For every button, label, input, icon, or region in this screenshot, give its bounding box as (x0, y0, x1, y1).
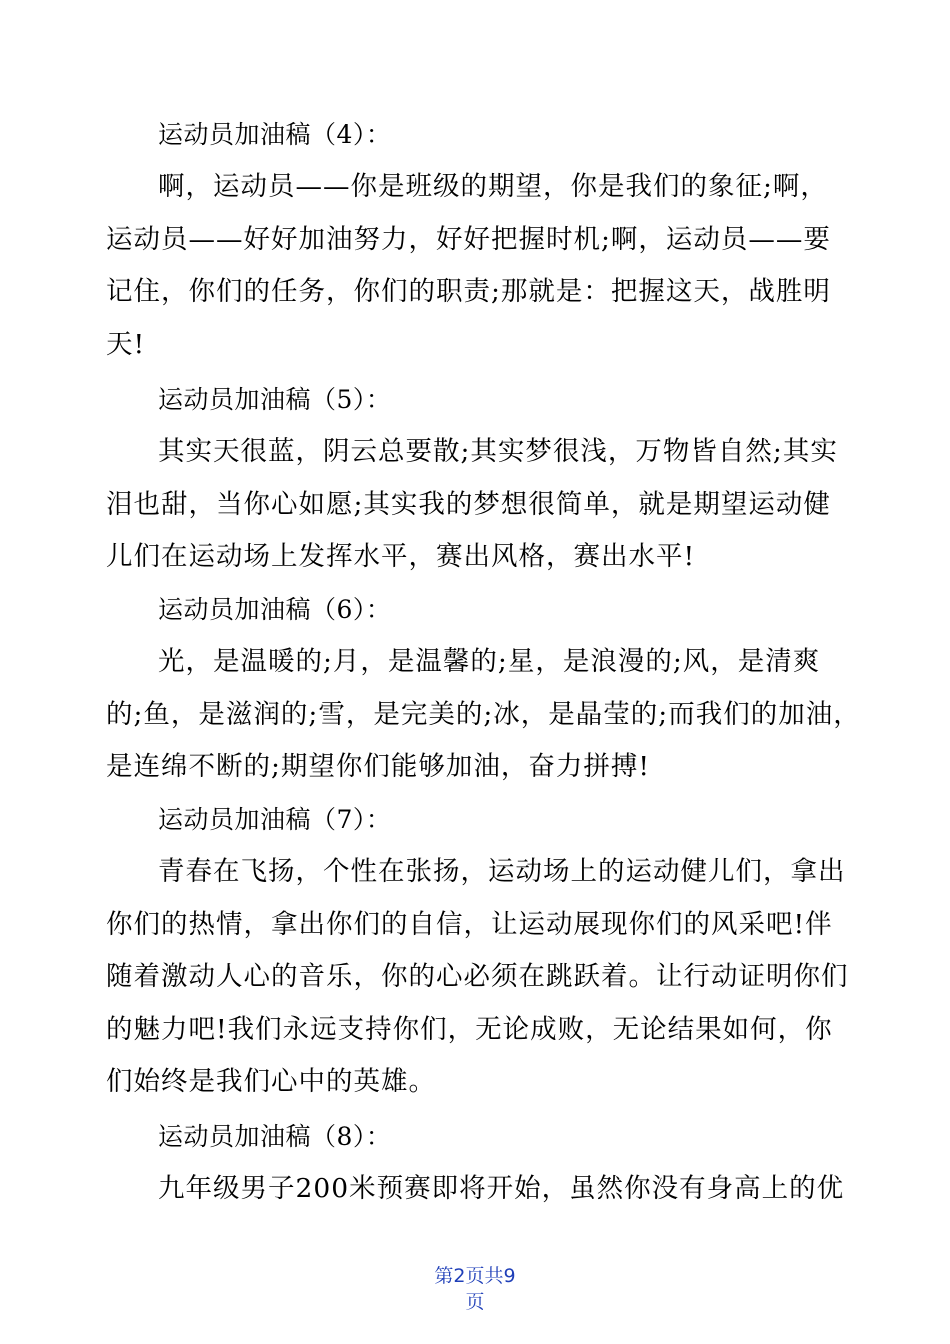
text-line: 随着激动人心的音乐，你的心必须在跳跃着。让行动证明你们 (106, 961, 849, 992)
text-line: 天! (106, 328, 146, 360)
text-line: 是连绵不断的;期望你们能够加油，奋力拼搏! (106, 751, 651, 782)
text-line: 泪也甜，当你心如愿;其实我的梦想很简单，就是期望运动健 (106, 488, 831, 520)
text-line: 你们的热情，拿出你们的自信，让运动展现你们的风采吧!伴 (106, 908, 833, 940)
section-body-4 (106, 161, 866, 371)
page-number-line-2: 页 (465, 1291, 485, 1313)
text-line: 九年级男子200米预赛即将开始，虽然你没有身高上的优 (158, 1173, 845, 1204)
text-line: 儿们在运动场上发挥水平，赛出风格，赛出水平! (106, 541, 696, 572)
text-line: 的;鱼，是滋润的;雪，是完美的;冰，是晶莹的;而我们的加油， (106, 698, 861, 730)
section-body-6 (106, 636, 866, 794)
section-body-5 (106, 426, 866, 584)
text-line: 们始终是我们心中的英雄。 (106, 1066, 436, 1097)
text-line: 啊，运动员——你是班级的期望，你是我们的象征;啊， (158, 171, 828, 202)
section-heading-6: 运动员加油稿（6）： (158, 595, 392, 624)
text-line: 的魅力吧!我们永远支持你们，无论成败，无论结果如何，你 (106, 1013, 833, 1045)
section-heading-7: 运动员加油稿（7）： (158, 805, 392, 834)
page-number-footer (0, 1263, 950, 1315)
text-line: 记住，你们的任务，你们的职责;那就是：把握这天，战胜明 (106, 276, 831, 307)
section-body-7 (106, 846, 866, 1109)
section-heading-8: 运动员加油稿（8）： (158, 1122, 392, 1151)
text-line: 光，是温暖的;月，是温馨的;星，是浪漫的;风，是清爽 (158, 646, 821, 677)
text-line: 运动员——好好加油努力，好好把握时机;啊，运动员——要 (106, 223, 831, 255)
text-line: 青春在飞扬，个性在张扬，运动场上的运动健儿们，拿出 (158, 856, 846, 887)
page-number-line-1: 第2页共9 (434, 1265, 516, 1287)
section-heading-4: 运动员加油稿（4）： (158, 120, 392, 149)
text-line: 其实天很蓝，阴云总要散;其实梦很浅，万物皆自然;其实 (158, 436, 838, 467)
section-body-8 (106, 1163, 866, 1216)
section-heading-5: 运动员加油稿（5）： (158, 385, 392, 414)
